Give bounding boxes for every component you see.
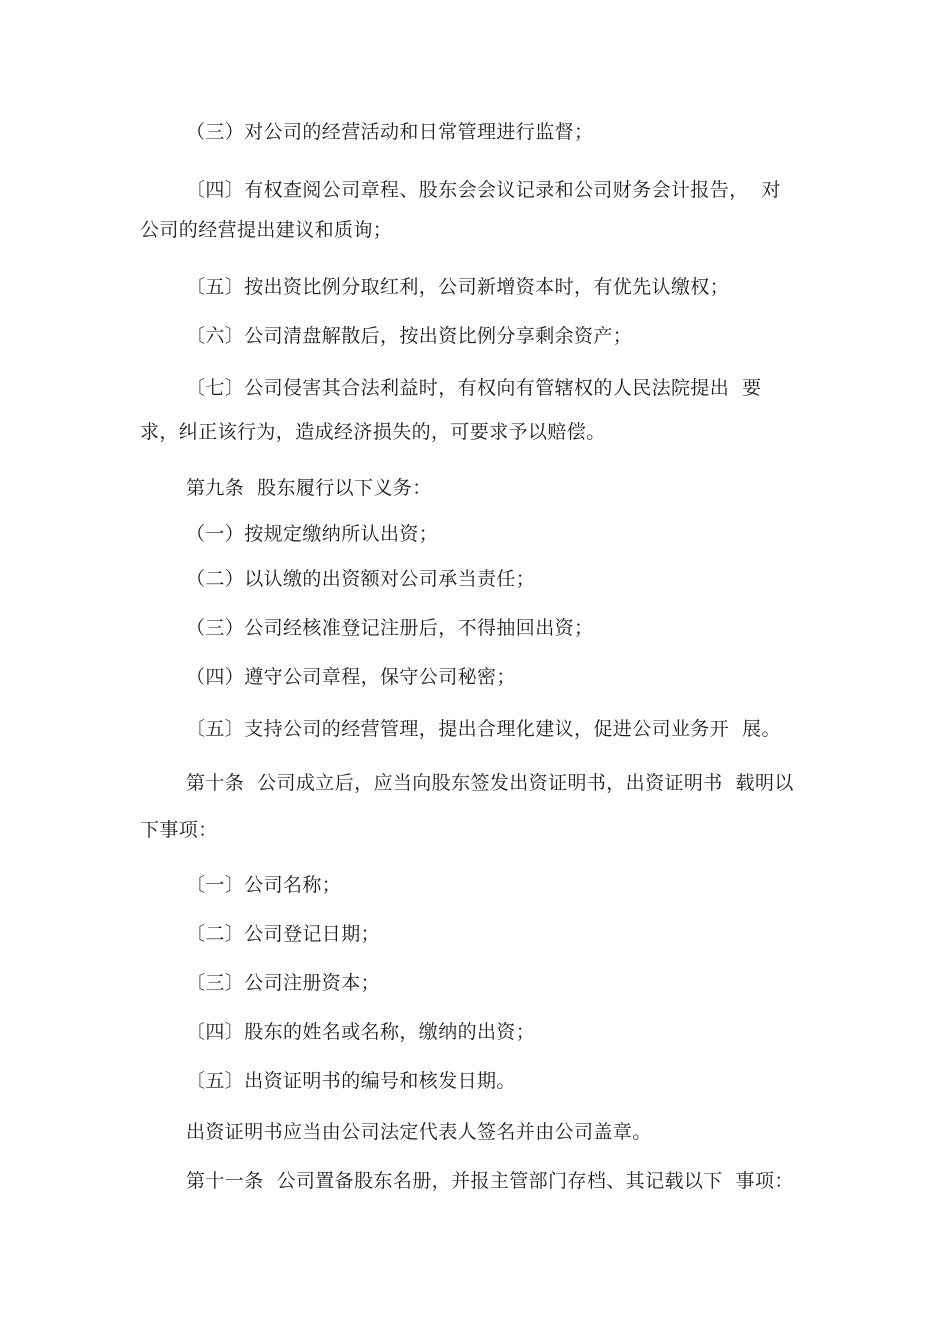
article-11-heading: 第十一条 公司置备股东名册，并报主管部门存档、其记载以下 事项：	[186, 1170, 794, 1192]
list-item-4-inspect: 〔四〕有权查阅公司章程、股东会会议记录和公司财务会计报告， 对	[186, 179, 781, 201]
certificate-item-1: 〔一〕公司名称；	[186, 874, 342, 896]
certificate-signature-clause: 出资证明书应当由公司法定代表人签名并由公司盖章。	[186, 1121, 652, 1143]
obligation-item-5: 〔五〕支持公司的经营管理，提出合理化建议，促进公司业务开 展。	[186, 718, 781, 740]
obligation-item-3: （三）公司经核准登记注册后，不得抽回出资；	[186, 617, 594, 639]
certificate-item-3: 〔三〕公司注册资本；	[186, 972, 381, 994]
list-item-3-supervise: （三）对公司的经营活动和日常管理进行监督；	[186, 121, 594, 143]
list-item-6-liquidation: 〔六〕公司清盘解散后，按出资比例分享剩余资产；	[186, 325, 633, 347]
obligation-item-2: （二）以认缴的出资额对公司承当责任；	[186, 568, 536, 590]
list-item-7-lawsuit: 〔七〕公司侵害其合法利益时，有权向有管辖权的人民法院提出 要	[186, 377, 762, 399]
article-10-heading-cont: 下事项：	[140, 819, 218, 841]
obligation-item-4: （四）遵守公司章程，保守公司秘密；	[186, 666, 516, 688]
article-9-heading: 第九条 股东履行以下义务：	[186, 477, 432, 499]
list-item-7-lawsuit-cont: 求，纠正该行为，造成经济损失的，可要求予以赔偿。	[140, 421, 606, 443]
obligation-item-1: （一）按规定缴纳所认出资；	[186, 523, 439, 545]
list-item-5-dividend: 〔五〕按出资比例分取红利，公司新增资本时，有优先认缴权；	[186, 276, 730, 298]
article-10-heading: 第十条 公司成立后，应当向股东签发出资证明书，出资证明书 载明以	[186, 772, 794, 794]
certificate-item-5: 〔五〕出资证明书的编号和核发日期。	[186, 1070, 516, 1092]
list-item-4-inspect-cont: 公司的经营提出建议和质询；	[140, 219, 393, 241]
certificate-item-4: 〔四〕股东的姓名或名称，缴纳的出资；	[186, 1021, 536, 1043]
certificate-item-2: 〔二〕公司登记日期；	[186, 923, 381, 945]
